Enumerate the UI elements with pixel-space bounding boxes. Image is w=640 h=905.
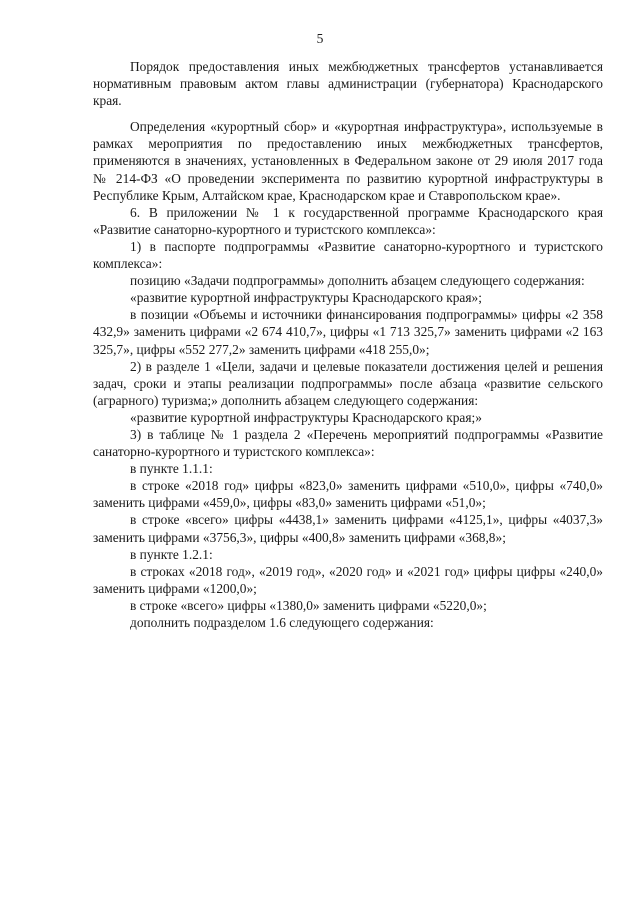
paragraph-3: 6. В приложении № 1 к государственной программе Краснодарского края «Развитие санаторно-курортного и туристского комплекса»: [93, 204, 603, 237]
paragraph-2: Определения «курортный сбор» и «курортная инфраструктура», используемые в рамках мероприятия по предоставлению иных межбюджетных трансфертов, применяются в значениях, установленных в Федеральном законе от 29 июля 2017 года № 214-ФЗ «О проведении эксперимента по развитию курортной инфраструктуры в Республике Крым, Алтайском крае, Краснодарском крае и Ставропольском крае». [93, 119, 603, 203]
paragraph-14: в пункте 1.2.1: [130, 546, 213, 562]
paragraph-6: «развитие курортной инфраструктуры Краснодарского края»; [130, 290, 482, 306]
paragraph-12: в строке «2018 год» цифры «823,0» заменить цифрами «510,0», цифры «740,0» заменить цифрами «459,0», цифры «83,0» заменить цифрами «51,0»; [93, 478, 603, 511]
paragraph-4: 1) в паспорте подпрограммы «Развитие санаторно-курортного и туристского комплекса»: [93, 238, 603, 272]
paragraph-1: Порядок предоставления иных межбюджетных трансфертов устанавливается нормативным правовым актом главы администрации (губернатора) Краснодарского края. [93, 59, 603, 109]
paragraph-11: в пункте 1.1.1: [130, 461, 213, 477]
paragraph-7: в позиции «Объемы и источники финансирования подпрограммы» цифры «2 358 432,9» заменить цифрами «2 674 410,7», цифры «1 713 325,7» заменить цифрами «2 163 325,7», цифры «552 277,2» заменить цифрами «418 255,0»; [93, 307, 603, 357]
paragraph-10: 3) в таблице № 1 раздела 2 «Перечень мероприятий подпрограммы «Развитие санаторно-курортного и туристского комплекса»: [93, 426, 603, 460]
paragraph-15: в строках «2018 год», «2019 год», «2020 год» и «2021 год» цифры цифры «240,0» заменить цифрами «1200,0»; [93, 563, 603, 596]
paragraph-8: 2) в разделе 1 «Цели, задачи и целевые показатели достижения целей и решения задач, сроки и этапы реализации подпрограммы» после абзаца «развитие сельского (аграрного) туризма;» дополнить абзацем следующего содержания: [93, 358, 603, 408]
paragraph-5: позицию «Задачи подпрограммы» дополнить абзацем следующего содержания: [130, 273, 585, 289]
paragraph-9: «развитие курортной инфраструктуры Краснодарского края;» [130, 409, 482, 425]
document-body [93, 58, 603, 631]
paragraph-13: в строке «всего» цифры «4438,1» заменить цифрами «4125,1», цифры «4037,3» заменить цифрами «3756,3», цифры «400,8» заменить цифрами «368,8»; [93, 512, 603, 545]
paragraph-17: дополнить подразделом 1.6 следующего содержания: [130, 615, 434, 630]
page-number: 5 [316, 31, 324, 46]
paragraph-16: в строке «всего» цифры «1380,0» заменить цифрами «5220,0»; [130, 597, 487, 613]
